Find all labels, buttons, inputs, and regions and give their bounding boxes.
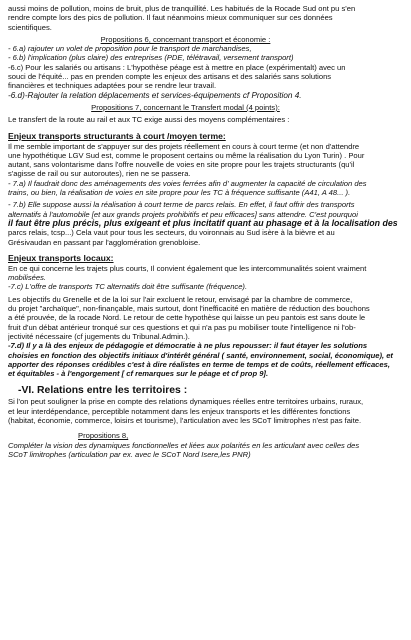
proposition-6c-cont: souci de l'équité... pas en prenden compte les enjeux des artisans et des salariés sans solutions: [8, 72, 332, 82]
proposition-7b-cont: Grésivaudan en passant par l'agglomération grenobloise.: [8, 237, 201, 247]
proposition-7c: -7.c) L'offre de transports TC alternatifs doit être suffisante (fréquence).: [8, 282, 248, 292]
proposition-7a: - 7.a) Il faudrait donc des aménagements des voies ferrées afin d' augmenter la capacité de circulation des: [8, 178, 367, 188]
proposition-6d: -6.d)-Rajouter la relation déplacements et services-équipements cf Proposition 4.: [8, 90, 302, 100]
text-line: et leur interdépendance, perceptible notamment dans les enjeux transports et les différentes fonctions: [8, 406, 351, 416]
text-line: Il me semble important de s'appuyer sur des projets réellement en cours à court terme (et non d'attendre: [8, 141, 360, 151]
proposition-7-intro: Le transfert de la route au rail et aux TC exige aussi des moyens complémentaires :: [8, 115, 290, 125]
proposition-6c-cont: financières et techniques adaptées pour se rendre leur travail.: [8, 81, 217, 91]
text-line: Si l'on peut souligner la prise en compte des relations dynamiques réelles entre territoires urbains, ruraux,: [8, 397, 364, 407]
proposition-8: Compléter la vision des dynamiques fonctionnelles et liées aux polarités en les articulant avec celles des: [8, 440, 360, 450]
proposition-7d-cont: apporter des réponses crédibles c'est à dire réalistes en terme de temps et de coûts, réellement efficaces,: [8, 359, 390, 369]
text-line: (habitat, économie, commerce, loisirs et tourisme), l'articulation avec les SCoT limitrophes n'est pas faite.: [8, 415, 362, 425]
text-line: scientifiques.: [8, 22, 52, 32]
text-line: s'agisse de rail ou sur autoroutes), rien ne se passera.: [8, 169, 191, 179]
proposition-7b: - 7.b) Elle suppose aussi la réalisation à court terme de parcs relais. En effet, il faut offrir des transports: [8, 200, 355, 210]
text-line: aussi moins de pollution, moins de bruit, plus de tranquillité. Les habitués de la Rocade Sud ont pu s'en: [8, 4, 356, 13]
proposition-8-title: Propositions 8,: [78, 431, 129, 441]
proposition-7a-cont: trains, ou bien, la réalisation de voies en site propre pour les TC à fréquence suffisante (A41, A 48... ).: [8, 188, 351, 198]
section-vi-heading: -VI. Relations entre les territoires :: [18, 385, 188, 397]
proposition-6b: - 6.b) l'implication (plus claire) des entreprises (PDE, télétravail, versement transport): [8, 53, 294, 63]
proposition-7b-emphasis: il faut être plus précis, plus exigeant et plus incitatif quant au phasage et à la localisation des: [8, 218, 398, 228]
proposition-7b-cont: alternatifs à l'automobile [et aux grands projets prohibitifs et peu efficaces] sans attendre. C'est pourquoi: [8, 209, 358, 219]
text-line: fruit d'un débat antérieur tronqué sur ces questions et qui n'a pas pu mobiliser toute l'intelligence ni l'ob-: [8, 322, 356, 332]
proposition-6c: -6.c) Pour les salariés ou artisans : L'hypothèse péage est à mettre en place (expérimentalt) avec un: [8, 62, 346, 72]
text-line: a été prouvée, de la rocade Nord. Le retour de cette hypothèse qui laisse un peu pantois est sans doute le: [8, 313, 366, 323]
text-line: Les objectifs du Grenelle et de la loi sur l'air excluent le retour, envisagé par la chambre de commerce,: [8, 294, 353, 304]
proposition-7d-cont: choisies en fonction des objectifs initiaux d'intérêt général ( santé, environnement, social, économique), et: [8, 350, 393, 360]
proposition-6a: - 6.a) rajouter un volet de proposition pour le transport de marchandises,: [8, 44, 252, 54]
text-line: autant, sans volontarisme dans l'offre nouvelle de voies en site propre pour les trajets structurants (qu'il: [8, 160, 355, 170]
text-line: mobilisées.: [8, 273, 46, 283]
proposition-8-cont: SCoT limitrophes (articulation par ex. avec le SCoT Nord Isere,les PNR): [8, 449, 251, 459]
text-line: une hypothétique LGV Sud est, comme le proposent certains ou même la réalisation du Lyon Turin) . Pour: [8, 150, 365, 160]
proposition-6-title: Propositions 6, concernant transport et économie :: [100, 34, 271, 44]
section-heading: Enjeux transports structurants à court /moyen terme:: [8, 130, 226, 141]
text-line: En ce qui concerne les trajets plus courts, Il convient également que les intercommunalités soient vraiment: [8, 263, 367, 273]
proposition-7d-cont: et équitables - à l'engorgement [ cf remarques sur le péage et cf prop 9].: [8, 369, 269, 379]
text-line: jectivité nécessaire (cf jugements du Tribunal.Admin.).: [8, 331, 190, 341]
text-line: du projet "archaïque", non-finançable, mais surtout, dont l'inefficacité en matière de réduction des bouchons: [8, 304, 370, 314]
section-heading: Enjeux transports locaux:: [8, 252, 114, 263]
proposition-7b-cont: parcs relais, tcsp...) Cela vaut pour tous les secteurs, du voironnais au Sud isère à la bièvre et au: [8, 228, 335, 238]
proposition-7d: -7.d) Il y a là des enjeux de pédagogie et démocratie à ne plus repousser: il faut étayer les solutions: [8, 341, 368, 351]
text-line: rendre compte lors des pics de pollution. Il faut néanmoins mieux communiquer sur ces données: [8, 13, 333, 23]
proposition-7-title: Propositions 7, concernant le Transfert modal (4 points):: [91, 102, 280, 112]
